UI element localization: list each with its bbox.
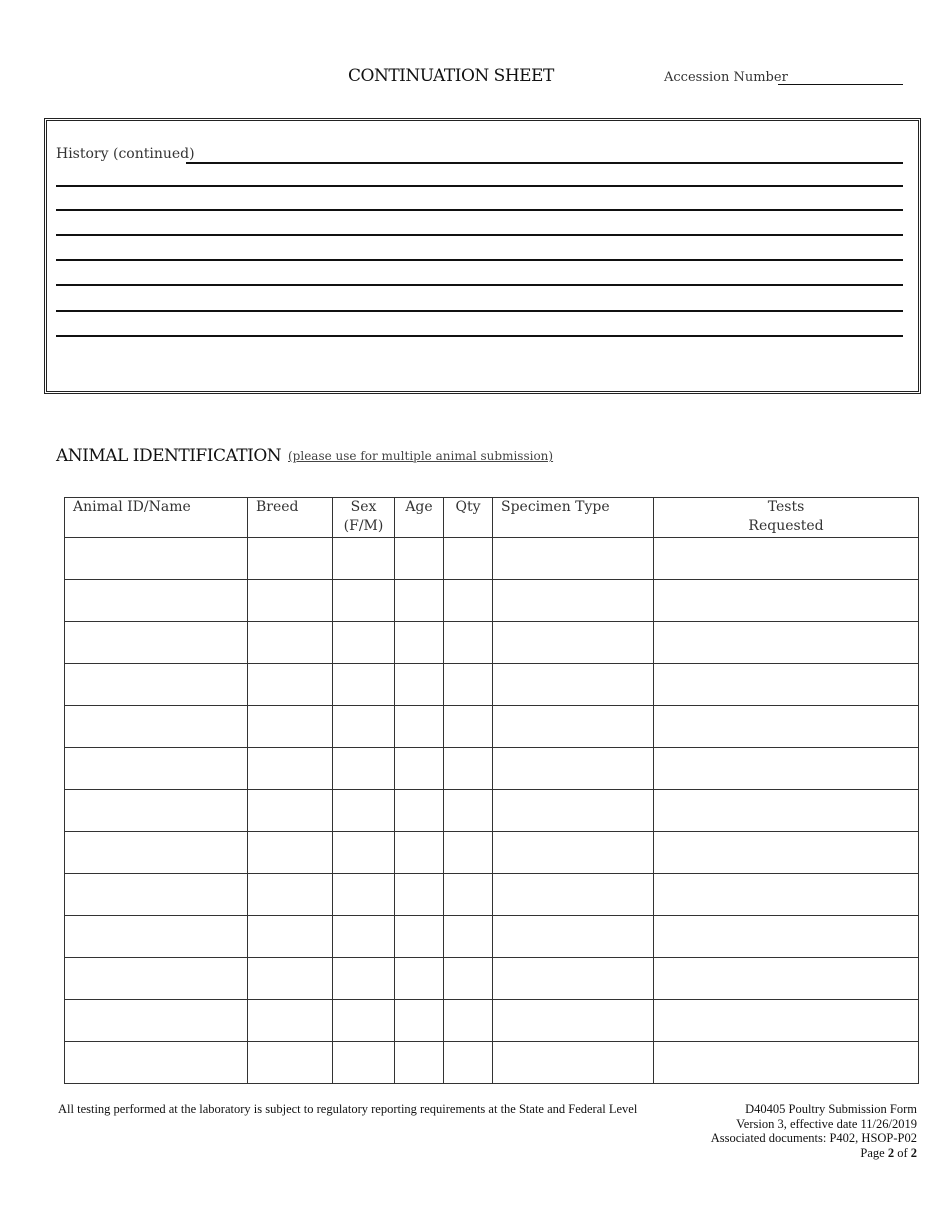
col-label-sub: Requested [748,518,824,534]
table-cell[interactable] [654,916,919,958]
table-cell[interactable] [444,874,493,916]
history-input-line[interactable] [56,335,903,337]
table-cell[interactable] [654,748,919,790]
table-cell[interactable] [65,916,248,958]
table-cell[interactable] [395,1000,444,1042]
table-cell[interactable] [395,706,444,748]
table-cell[interactable] [248,538,333,580]
table-cell[interactable] [248,874,333,916]
table-cell[interactable] [248,832,333,874]
table-cell[interactable] [444,958,493,1000]
table-cell[interactable] [654,580,919,622]
history-input-line[interactable] [186,162,903,164]
col-label: Tests [767,499,805,515]
table-cell[interactable] [493,790,654,832]
table-row [65,1000,919,1042]
table-cell[interactable] [65,958,248,1000]
table-cell[interactable] [654,664,919,706]
col-label: Sex [350,499,377,515]
table-cell[interactable] [493,832,654,874]
table-cell[interactable] [333,622,395,664]
table-cell[interactable] [65,748,248,790]
col-specimen-type [493,498,654,538]
table-cell[interactable] [333,1042,395,1084]
table-cell[interactable] [333,790,395,832]
table-cell[interactable] [654,1042,919,1084]
table-cell[interactable] [248,790,333,832]
table-cell[interactable] [65,538,248,580]
table-cell[interactable] [493,1042,654,1084]
table-cell[interactable] [333,1000,395,1042]
table-cell[interactable] [654,832,919,874]
page-number [711,1146,917,1161]
table-cell[interactable] [654,538,919,580]
accession-number-field[interactable] [778,84,903,85]
table-cell[interactable] [65,580,248,622]
table-cell[interactable] [395,958,444,1000]
accession-number-label: Accession Number [664,70,788,85]
page-total: 2 [910,1145,917,1160]
table-cell[interactable] [248,958,333,1000]
table-cell[interactable] [333,538,395,580]
table-cell[interactable] [444,1042,493,1084]
table-cell[interactable] [493,916,654,958]
table-cell[interactable] [248,580,333,622]
table-cell[interactable] [333,874,395,916]
table-cell[interactable] [444,580,493,622]
table-cell[interactable] [444,1000,493,1042]
table-cell[interactable] [654,1000,919,1042]
table-cell[interactable] [444,748,493,790]
col-label-sub: (F/M) [343,518,384,534]
table-cell[interactable] [493,622,654,664]
table-row [65,1042,919,1084]
table-cell[interactable] [395,538,444,580]
page-of: of [897,1145,908,1160]
animal-table [64,497,919,1084]
table-row [65,874,919,916]
table-cell[interactable] [333,664,395,706]
table-cell[interactable] [395,790,444,832]
table-row [65,538,919,580]
table-cell[interactable] [333,832,395,874]
footer-form-info [711,1102,917,1160]
table-cell[interactable] [333,748,395,790]
table-row [65,790,919,832]
table-cell[interactable] [248,748,333,790]
table-cell[interactable] [654,790,919,832]
history-input-line[interactable] [56,185,903,187]
table-cell[interactable] [444,538,493,580]
table-cell[interactable] [444,622,493,664]
table-cell[interactable] [444,706,493,748]
table-cell[interactable] [395,874,444,916]
history-input-line[interactable] [56,284,903,286]
table-row [65,706,919,748]
table-cell[interactable] [654,622,919,664]
col-label: Specimen Type [501,499,610,515]
table-cell[interactable] [395,580,444,622]
page-current: 2 [887,1145,895,1160]
table-cell[interactable] [395,832,444,874]
history-input-line[interactable] [56,310,903,312]
table-cell[interactable] [395,622,444,664]
col-animal-id [65,498,248,538]
table-cell[interactable] [248,706,333,748]
table-cell[interactable] [444,916,493,958]
table-cell[interactable] [65,790,248,832]
table-row [65,958,919,1000]
col-label: Age [405,499,433,515]
table-cell[interactable] [65,1000,248,1042]
table-cell[interactable] [65,664,248,706]
table-row [65,664,919,706]
table-cell[interactable] [654,958,919,1000]
col-age [395,498,444,538]
col-breed [248,498,333,538]
table-cell[interactable] [493,958,654,1000]
table-cell[interactable] [395,916,444,958]
table-cell[interactable] [65,832,248,874]
table-cell[interactable] [248,1000,333,1042]
table-cell[interactable] [65,706,248,748]
col-label: Animal ID/Name [73,499,191,515]
table-cell[interactable] [493,664,654,706]
animal-identification-note: (please use for multiple animal submission) [288,449,554,463]
page-title: CONTINUATION SHEET [348,66,554,86]
table-cell[interactable] [65,622,248,664]
table-row [65,580,919,622]
table-header-row [65,498,919,538]
table-row [65,622,919,664]
table-row [65,748,919,790]
table-cell[interactable] [493,748,654,790]
table-cell[interactable] [333,916,395,958]
associated-documents: Associated documents: P402, HSOP-P02 [710,1131,917,1145]
animal-identification-title: ANIMAL IDENTIFICATION [56,446,282,466]
table-cell[interactable] [493,538,654,580]
form-name: D40405 Poultry Submission Form [745,1102,917,1116]
table-cell[interactable] [65,874,248,916]
table-cell[interactable] [248,1042,333,1084]
history-input-line[interactable] [56,209,903,211]
table-cell[interactable] [444,790,493,832]
col-qty [444,498,493,538]
table-cell[interactable] [395,1042,444,1084]
col-label: Qty [455,499,481,515]
table-cell[interactable] [444,832,493,874]
form-version: Version 3, effective date 11/26/2019 [736,1116,917,1131]
col-tests-requested [654,498,919,538]
table-cell[interactable] [333,706,395,748]
table-cell[interactable] [65,1042,248,1084]
table-cell[interactable] [395,664,444,706]
table-cell[interactable] [493,1000,654,1042]
history-label: History (continued) [56,146,195,162]
table-cell[interactable] [493,580,654,622]
table-cell[interactable] [493,706,654,748]
table-row [65,916,919,958]
table-cell[interactable] [248,622,333,664]
col-label: Breed [256,499,299,515]
table-cell[interactable] [654,706,919,748]
table-cell[interactable] [333,580,395,622]
history-input-line[interactable] [56,259,903,261]
table-cell[interactable] [248,916,333,958]
col-sex [333,498,395,538]
page-prefix: Page [860,1145,885,1160]
table-cell[interactable] [493,874,654,916]
table-cell[interactable] [654,874,919,916]
table-cell[interactable] [444,664,493,706]
table-cell[interactable] [333,958,395,1000]
table-row [65,832,919,874]
table-cell[interactable] [395,748,444,790]
history-input-line[interactable] [56,234,903,236]
table-cell[interactable] [248,664,333,706]
footer-notice: All testing performed at the laboratory is subject to regulatory reporting requirements at the State and Federal Level [58,1102,638,1116]
